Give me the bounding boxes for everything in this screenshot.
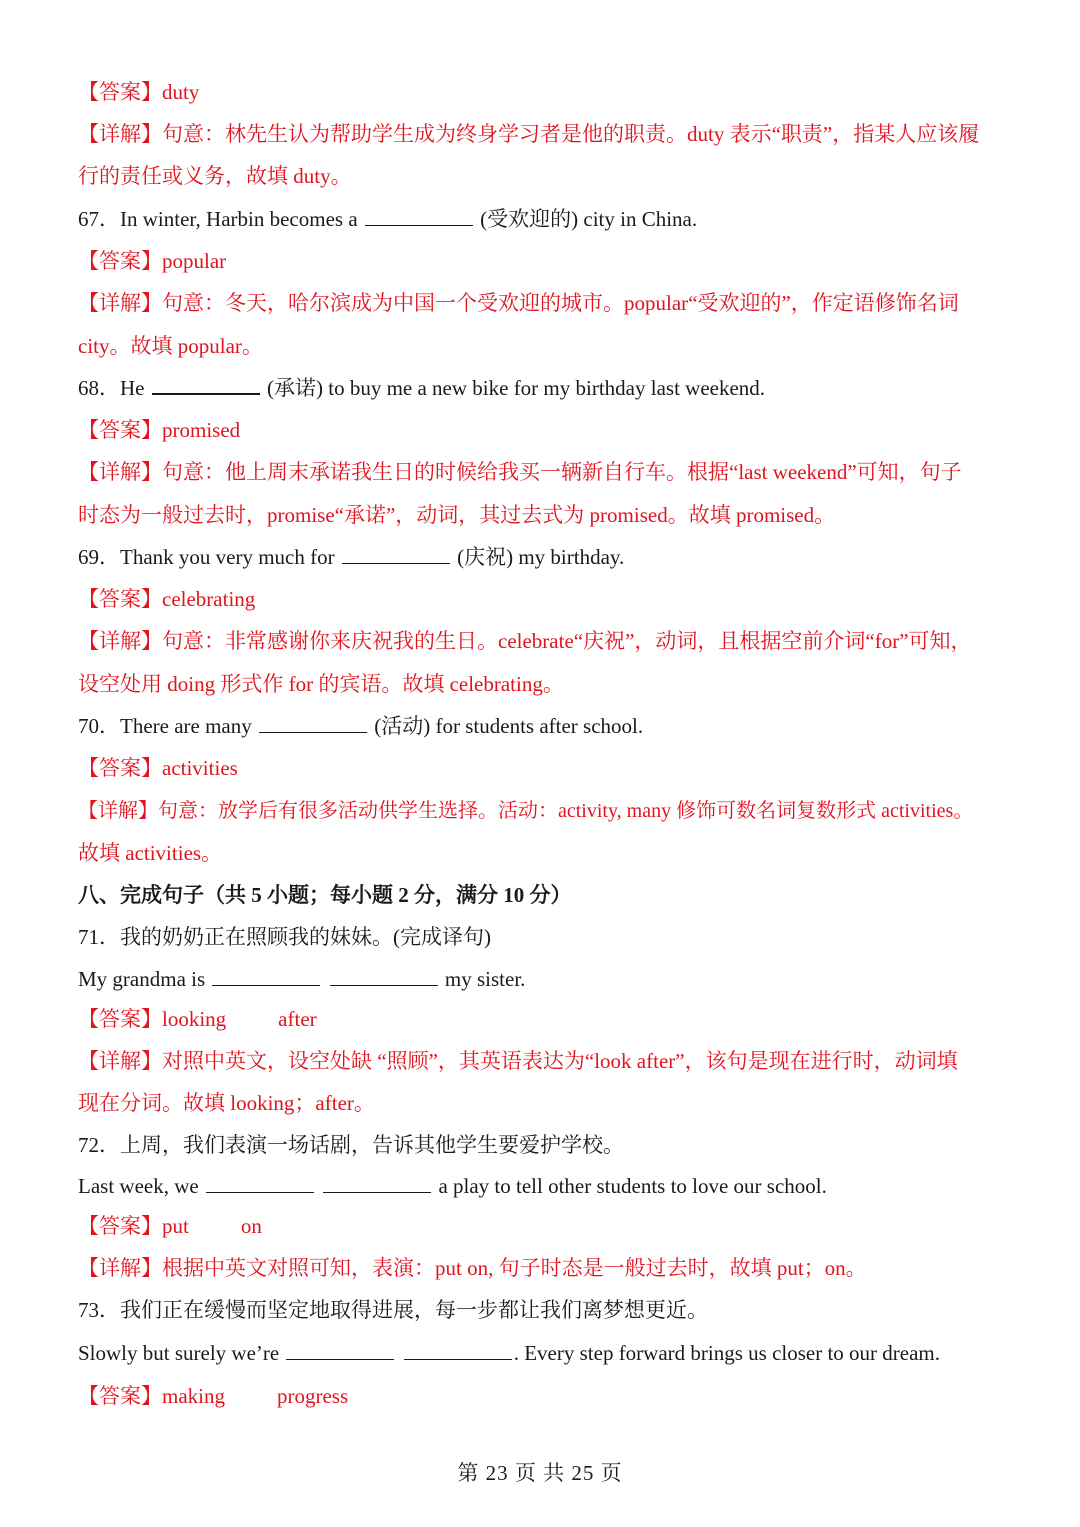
question-73-chinese [78,1295,1018,1325]
question-pre: Slowly but surely we’re [78,1341,280,1365]
answer-text-1: put [162,1214,189,1238]
answer-72 [78,1211,1018,1241]
answer-text: celebrating [162,587,256,611]
question-72-chinese [78,1130,1018,1160]
question-pre: Last week, we [78,1174,199,1198]
answer-text: promised [162,418,241,442]
answer-tag: 【答案】 [78,1007,162,1031]
answer-blank [365,207,473,226]
question-number: 71． [78,925,120,949]
detail-67-line1 [78,288,1018,318]
answer-text-2: progress [277,1384,349,1408]
question-number: 72． [78,1133,120,1157]
answer-blank-1 [206,1174,314,1193]
detail-text: 故填 activities。 [78,841,223,865]
question-chinese: 我的奶奶正在照顾我的妹妹。(完成译句) [120,925,491,949]
answer-66 [78,77,1018,107]
detail-71-line1 [78,1046,1018,1076]
question-post: . Every step forward brings us closer to our dream. [513,1341,941,1365]
detail-tag: 【详解】 [78,1256,162,1280]
answer-text-2: on [240,1214,262,1238]
detail-text: 现在分词。故填 looking；after。 [78,1091,375,1115]
detail-text: 句意：冬天，哈尔滨成为中国一个受欢迎的城市。popular“受欢迎的”，作定语修饰名词 [162,291,959,315]
detail-text: 时态为一般过去时，promise“承诺”，动词，其过去式为 promised。故填 promised。 [78,503,836,527]
question-chinese: 上周，我们表演一场话剧，告诉其他学生要爱护学校。 [120,1133,624,1157]
answer-text: duty [162,80,200,104]
answer-blank [152,375,260,395]
question-chinese: 我们正在缓慢而坚定地取得进展，每一步都让我们离梦想更近。 [120,1298,708,1322]
page-footer: 第 23 页 共 25 页 [457,1461,623,1485]
question-post: (承诺) to buy me a new bike for my birthday last weekend. [267,376,766,400]
question-post: (受欢迎的) city in China. [480,207,698,231]
question-number: 67． [78,207,120,231]
question-71-chinese [78,922,1018,952]
answer-69 [78,584,1018,614]
answer-text: popular [162,249,227,273]
answer-text-2: after [278,1007,317,1031]
question-number: 68． [78,376,120,400]
answer-blank-2 [330,967,438,986]
question-pre: In winter, Harbin becomes a [120,207,358,231]
detail-68-line2 [78,500,1018,530]
detail-text: 行的责任或义务，故填 duty。 [78,164,352,188]
question-post: (活动) for students after school. [374,714,644,738]
detail-67-line2 [78,331,1018,361]
answer-tag: 【答案】 [78,587,162,611]
answer-blank-2 [323,1174,431,1193]
answer-blank-1 [286,1341,394,1360]
detail-70-line1 [78,796,1018,826]
detail-71-line2 [78,1088,1018,1118]
question-number: 73． [78,1298,120,1322]
detail-text: 对照中英文，设空处缺 “照顾”，其英语表达为“look after”，该句是现在进行时，动词填 [162,1049,958,1073]
question-pre: There are many [120,714,252,738]
question-69 [78,542,1018,572]
detail-69-line2 [78,669,1018,699]
answer-tag: 【答案】 [78,249,162,273]
question-pre: He [120,376,145,400]
answer-71 [78,1004,1018,1034]
question-post: my sister. [444,967,526,991]
detail-70-line2 [78,838,1018,868]
question-post: a play to tell other students to love our school. [438,1174,827,1198]
detail-tag: 【详解】 [78,629,162,653]
question-72-english [78,1171,1018,1201]
detail-68-line1 [78,457,1018,487]
detail-text: 根据中英文对照可知，表演：put on, 句子时态是一般过去时，故填 put；on。 [162,1256,867,1280]
question-68 [78,373,1018,403]
detail-text: 句意：非常感谢你来庆祝我的生日。celebrate“庆祝”，动词，且根据空前介词“for”可知， [162,629,972,653]
detail-tag: 【详解】 [78,460,162,484]
question-67 [78,204,1018,234]
detail-tag: 【详解】 [78,1049,162,1073]
answer-blank-2 [404,1341,512,1360]
answer-blank [259,714,367,733]
question-71-english [78,964,1018,994]
question-number: 69． [78,545,120,569]
question-post: (庆祝) my birthday. [457,545,625,569]
answer-blank-1 [212,967,320,986]
question-number: 70． [78,714,120,738]
answer-70 [78,753,1018,783]
section-heading: 八、完成句子（共 5 小题；每小题 2 分，满分 10 分） [78,883,572,907]
detail-text: 句意：放学后有很多活动供学生选择。活动：activity, many 修饰可数名词复数形式 activities。 [158,800,974,822]
answer-67 [78,246,1018,276]
detail-69-line1 [78,626,1018,656]
answer-tag: 【答案】 [78,756,162,780]
answer-text-1: looking [162,1007,227,1031]
detail-tag: 【详解】 [78,122,162,146]
answer-73 [78,1381,1018,1411]
question-pre: My grandma is [78,967,206,991]
answer-tag: 【答案】 [78,1214,162,1238]
detail-text: city。故填 popular。 [78,334,263,358]
answer-tag: 【答案】 [78,80,162,104]
answer-68 [78,415,1018,445]
answer-tag: 【答案】 [78,1384,162,1408]
detail-66-line1 [78,119,1018,149]
question-70 [78,711,1018,741]
detail-tag: 【详解】 [78,291,162,315]
detail-text: 设空处用 doing 形式作 for 的宾语。故填 celebrating。 [78,672,564,696]
detail-72-line1 [78,1253,1018,1283]
answer-text: activities [162,756,238,780]
answer-text-1: making [162,1384,225,1408]
answer-tag: 【答案】 [78,418,162,442]
detail-66-line2 [78,161,1018,191]
question-pre: Thank you very much for [120,545,335,569]
detail-text: 句意：他上周末承诺我生日的时候给我买一辆新自行车。根据“last weekend”可知，句子 [162,460,962,484]
question-73-english [78,1338,1018,1368]
answer-blank [342,545,450,564]
detail-tag: 【详解】 [78,800,158,822]
detail-text: 句意：林先生认为帮助学生成为终身学习者是他的职责。duty 表示“职责”，指某人应该履 [162,122,980,146]
